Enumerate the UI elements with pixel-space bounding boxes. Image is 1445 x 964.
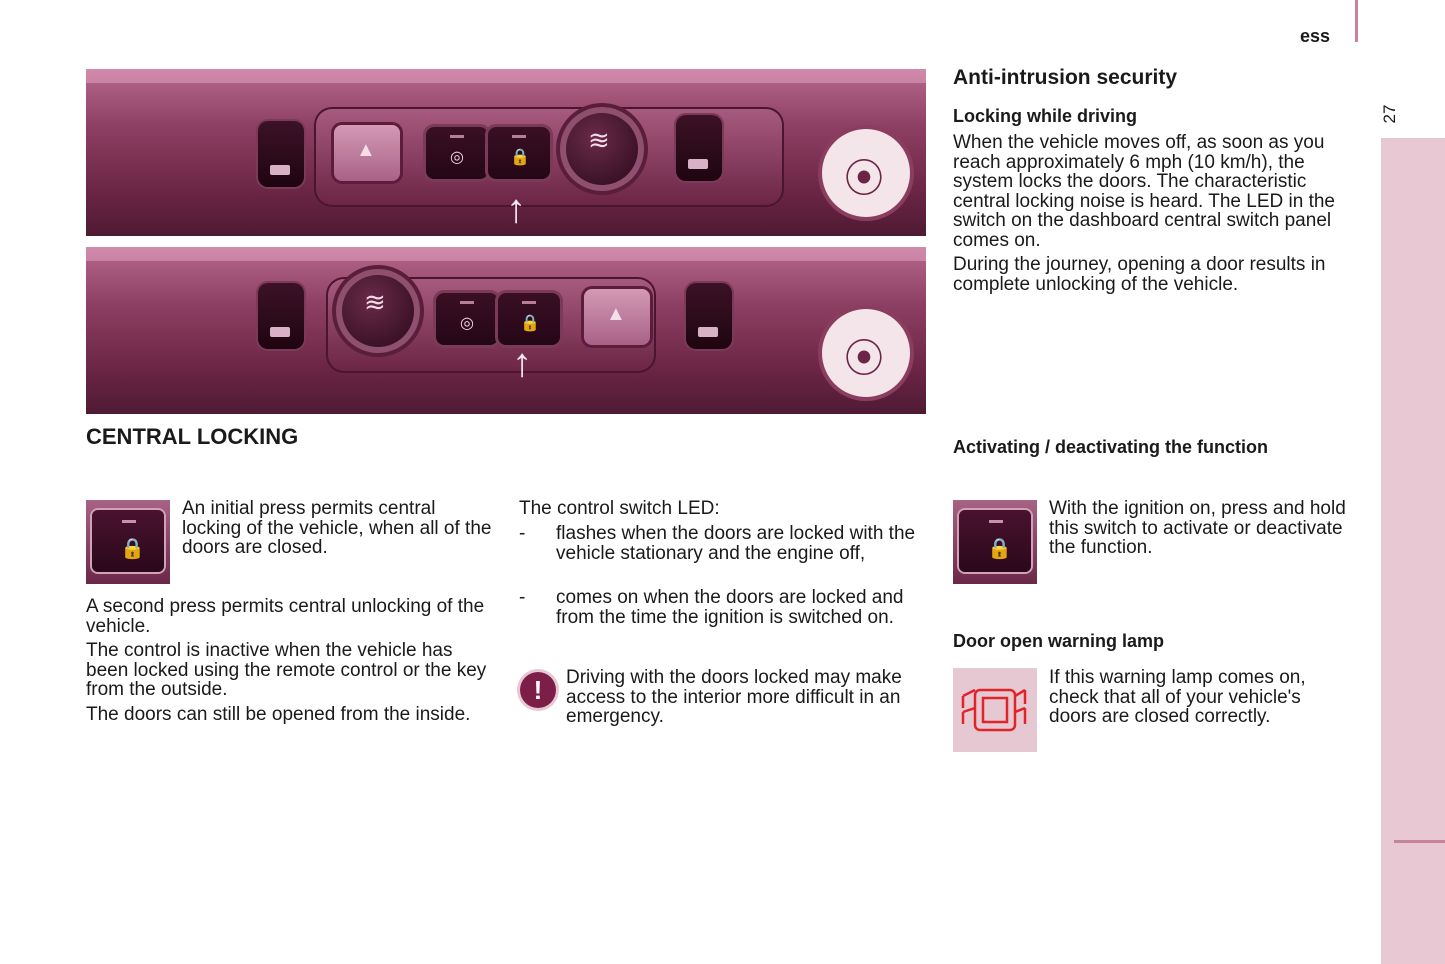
door-open-warning-lamp-icon (953, 668, 1037, 752)
paragraph: During the journey, opening a door results in complete unlocking of the vehicle. (953, 254, 1326, 295)
central-lock-button-icon: 🔒 (488, 127, 550, 179)
child-lock-button-icon: ◎ (436, 293, 498, 345)
arrow-up-icon: ↑ (506, 187, 526, 231)
seat-icon: ⦿ (822, 129, 910, 217)
page-number: 27 (1380, 104, 1399, 124)
bullet-marker: - (519, 523, 526, 544)
central-lock-switch-image (86, 500, 170, 584)
bullet-marker: - (519, 587, 526, 608)
central-lock-button-icon: 🔒 (498, 293, 560, 345)
seat-icon: ⦿ (822, 309, 910, 397)
led-intro: The control switch LED: (519, 498, 720, 519)
arrow-up-icon: ↑ (512, 341, 532, 385)
paragraph: A second press permits central unlocking of the vehicle. (86, 596, 485, 637)
paragraph: If this warning lamp comes on, check that all of your vehicle's doors are closed correctly. (1049, 667, 1306, 727)
heater-knob-icon: ≋ (342, 275, 414, 347)
padlock-icon: 🔒 (120, 538, 145, 560)
child-lock-button-icon: ◎ (426, 127, 488, 179)
tab-marker (1394, 840, 1445, 843)
header-divider (1355, 0, 1358, 42)
list-item: comes on when the doors are locked and from the time the ignition is switched on. (556, 587, 904, 628)
warning-text: Driving with the doors locked may make access to the interior more difficult in an emergency. (566, 667, 902, 727)
page-title: CENTRAL LOCKING (86, 424, 299, 449)
subheading: Activating / deactivating the function (953, 437, 1269, 457)
paragraph: When the vehicle moves off, as soon as you reach approximately 6 mph (10 km/h), the system locks the doors. The characteristic central locking noise is heard. The LED in the switch on the dashboard central switch panel comes on. (953, 132, 1335, 251)
dashboard-photo-top (86, 69, 926, 236)
section-title: Anti-intrusion security (953, 66, 1178, 89)
subheading: Locking while driving (953, 106, 1138, 126)
central-lock-switch-image (953, 500, 1037, 584)
switch-description: An initial press permits central locking of the vehicle, when all of the doors are closed. (182, 498, 492, 558)
heater-knob-icon: ≋ (566, 113, 638, 185)
dashboard-photo-bottom (86, 247, 926, 414)
padlock-icon: 🔒 (987, 538, 1012, 560)
hazard-icon: ▲ (584, 289, 650, 345)
warning-icon: ! (520, 672, 556, 708)
list-item: flashes when the doors are locked with the vehicle stationary and the engine off, (556, 523, 916, 564)
section-label: ess (1300, 26, 1331, 46)
paragraph: The control is inactive when the vehicle has been locked using the remote control or the key from the outside. (86, 640, 487, 700)
paragraph: With the ignition on, press and hold this switch to activate or deactivate the function. (1049, 498, 1346, 558)
paragraph: The doors can still be opened from the inside. (86, 704, 471, 725)
subheading: Door open warning lamp (953, 631, 1165, 651)
hazard-icon: ▲ (334, 125, 400, 181)
